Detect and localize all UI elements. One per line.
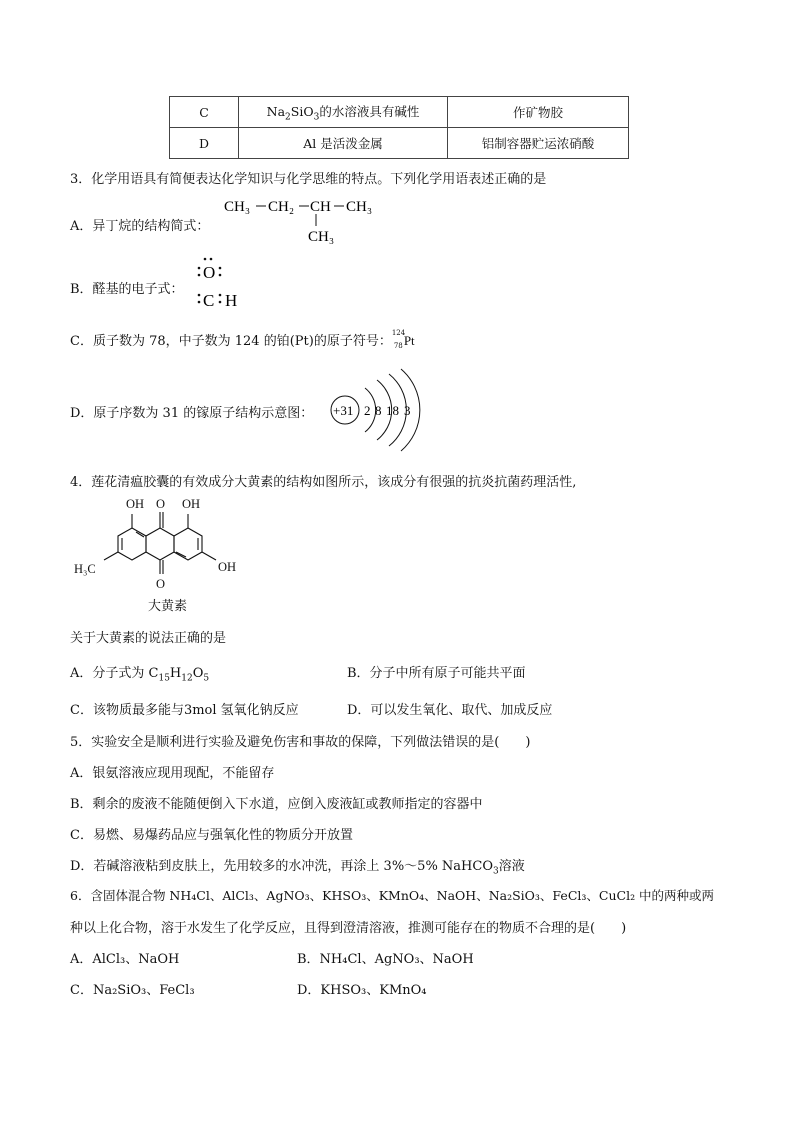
row-property: Al 是活泼金属: [239, 128, 448, 159]
q4-option-a: A．分子式为 $C_{15}H_{12}O_5$: [70, 666, 210, 684]
pt-nuclide-symbol: [391, 328, 406, 350]
q3-stem: 3．化学用语具有简便表达化学知识与化学思维的特点。下列化学用语表述正确的是: [70, 172, 547, 187]
atomic-number: 78: [393, 341, 403, 350]
oh-bottom: OH: [218, 560, 237, 574]
q6-option-b: B．NH₄Cl、AgNO₃、NaOH: [297, 952, 474, 967]
q4-option-d: D．可以发生氧化、取代、加成反应: [347, 703, 553, 718]
ring-middle: [146, 528, 174, 560]
methyl-group: H₃C: [74, 562, 96, 576]
q2-table: [169, 96, 629, 159]
shell-electrons: 2: [364, 403, 371, 418]
q6-option-d: D．KHSO₃、KMnO₄: [297, 983, 427, 998]
hydrogen-atom: H: [225, 291, 238, 310]
nucleus-charge: +31: [333, 403, 354, 418]
carbonyl-o-top: O: [156, 497, 166, 511]
q5-option-d: D．若碱溶液粘到皮肤上，先用较多的水冲洗，再涂上 3%～5% NaHCO$_3$溶液: [70, 859, 525, 877]
ch3-bottom: CH₃: [308, 229, 335, 245]
q4-sub-stem: 关于大黄素的说法正确的是: [70, 631, 227, 646]
oh-right: OH: [182, 497, 201, 511]
q5-option-c: C．易燃、易爆药品应与强氧化性的物质分开放置: [70, 828, 353, 843]
ch: CH: [310, 199, 331, 215]
shell-electrons: 8: [375, 403, 382, 418]
carbon-atom: C: [203, 291, 215, 310]
shell-electrons: 18: [386, 403, 399, 418]
shell-electrons: 3: [404, 403, 411, 418]
q4-stem: 4．莲花清瘟胶囊的有效成分大黄素的结构如图所示，该成分有很强的抗炎抗菌药理活性,: [70, 475, 577, 490]
q4-option-c: C．该物质最多能与3mol 氢氧化钠反应: [70, 703, 299, 718]
q5-option-a: A．银氨溶液应现用现配，不能留存: [70, 766, 275, 781]
aldehyde-electron-formula: [195, 254, 255, 314]
q3-option-a-label: A．异丁烷的结构简式：: [70, 219, 210, 234]
q3-option-c: [70, 330, 415, 349]
q5-stem: 5．实验安全是顺利进行实验及避免伤害和事故的保障，下列做法错误的是( ): [70, 735, 531, 750]
q6-option-a: A．AlCl₃、NaOH: [70, 952, 180, 967]
row-use: 作矿物胶: [448, 97, 629, 128]
q4-option-b: B．分子中所有原子可能共平面: [347, 666, 526, 681]
q6-stem-line1: 6．含固体混合物 NH₄Cl、AlCl₃、AgNO₃、KHSO₃、KMnO₄、NaOH、Na₂SiO₃、FeCl₃、CuCl₂ 中的两种或两: [70, 888, 715, 903]
row-property: $Na_2SiO_3$的水溶液具有碱性: [239, 97, 448, 128]
emodin-structure: [70, 490, 280, 620]
element-symbol: Pt: [403, 333, 415, 348]
isobutane-formula: [220, 192, 390, 248]
q3-option-b-label: B．醛基的电子式：: [70, 282, 184, 297]
row-label: D: [170, 128, 239, 159]
q6-stem-line2: 种以上化合物，溶于水发生了化学反应，且得到澄清溶液，推测可能存在的物质不合理的是( ): [70, 921, 627, 936]
q3-option-c-text: C．质子数为 78，中子数为 124 的铂(Pt)的原子符号：: [70, 334, 392, 349]
oxygen-atom: O: [203, 263, 216, 282]
ch3-left: CH₃: [224, 199, 251, 215]
q3-option-d-text: D．原子序数为 31 的镓原子结构示意图：: [70, 406, 314, 421]
mass-number: 124: [391, 328, 406, 337]
ch3-right: CH₃: [346, 199, 373, 215]
oh-left: OH: [126, 497, 145, 511]
row-use: 铝制容器贮运浓硝酸: [448, 128, 629, 159]
table-row: [170, 97, 629, 128]
q6-option-c: C．Na₂SiO₃、FeCl₃: [70, 983, 195, 998]
ch2: CH₂: [268, 199, 295, 215]
q5-option-b: B．剩余的废液不能随便倒入下水道，应倒入废液缸或教师指定的容器中: [70, 797, 483, 812]
structure-caption: 大黄素: [148, 598, 188, 613]
carbonyl-o-bottom: O: [156, 577, 166, 591]
row-label: C: [170, 97, 239, 128]
table-row: [170, 128, 629, 159]
gallium-atom-diagram: [325, 366, 425, 456]
